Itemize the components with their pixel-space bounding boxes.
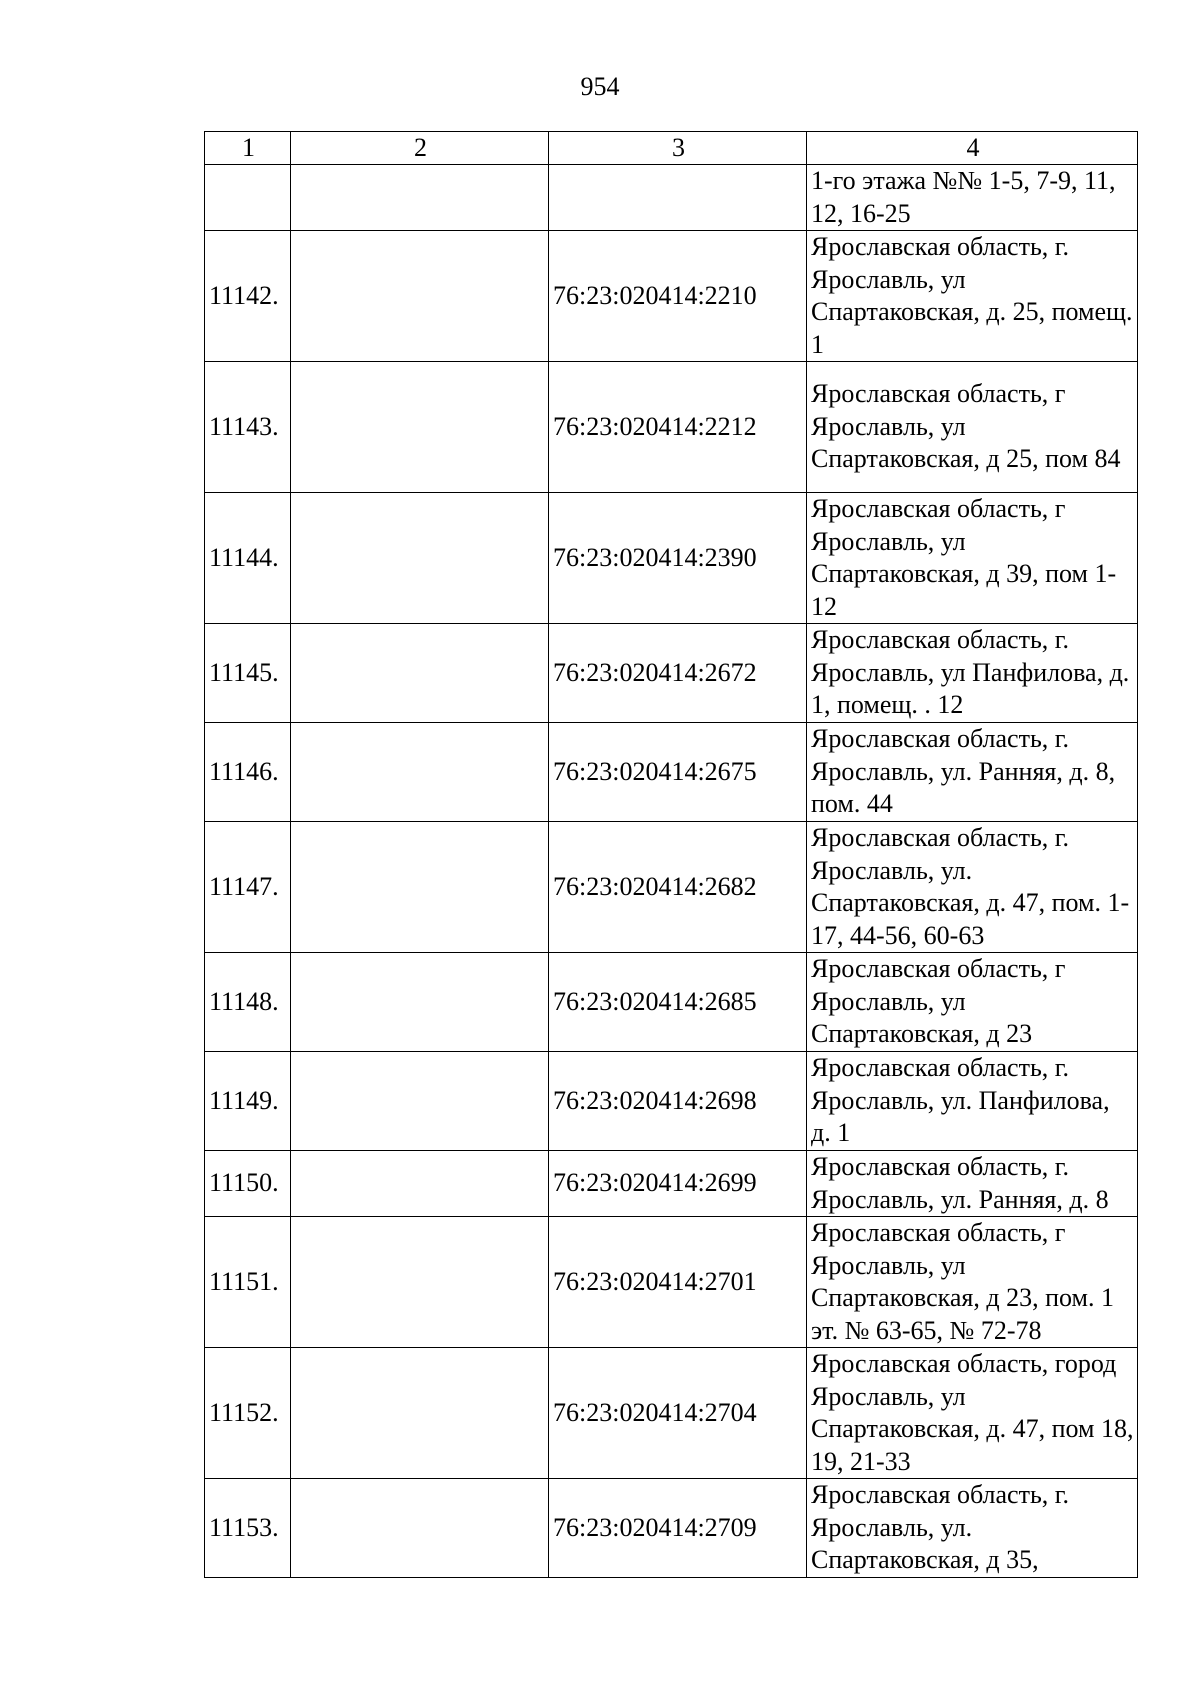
table-row — [205, 723, 1138, 822]
cadastral-number-cell: 76:23:020414:2672 — [549, 624, 807, 723]
table-row — [205, 1217, 1138, 1348]
empty-cell — [291, 1348, 549, 1479]
table-row — [205, 1151, 1138, 1217]
address-cell: 1-го этажа №№ 1-5, 7-9, 11, 12, 16-25 — [807, 165, 1138, 231]
address-cell: Ярославская область, г. Ярославль, ул. Панфилова, д. 1 — [807, 1052, 1138, 1151]
cadastral-number-cell: 76:23:020414:2698 — [549, 1052, 807, 1151]
row-number-cell — [205, 165, 291, 231]
row-number-cell: 11153. — [205, 1479, 291, 1578]
page-number: 954 — [580, 72, 620, 101]
empty-cell — [291, 231, 549, 362]
cadastral-number-cell: 76:23:020414:2701 — [549, 1217, 807, 1348]
cadastral-number-cell — [549, 165, 807, 231]
address-cell: Ярославская область, г. Ярославль, ул. Спартаковская, д 35, — [807, 1479, 1138, 1578]
empty-cell — [291, 1479, 549, 1578]
address-cell: Ярославская область, г. Ярославль, ул. Спартаковская, д. 47, пом. 1-17, 44-56, 60-63 — [807, 822, 1138, 953]
table-body — [205, 132, 1138, 1578]
empty-cell — [291, 1052, 549, 1151]
table-row — [205, 1479, 1138, 1578]
table-row — [205, 231, 1138, 362]
cadastral-number-cell: 76:23:020414:2704 — [549, 1348, 807, 1479]
row-number-cell: 11145. — [205, 624, 291, 723]
address-cell: Ярославская область, г. Ярославль, ул. Ранняя, д. 8 — [807, 1151, 1138, 1217]
address-cell: Ярославская область, г. Ярославль, ул. Ранняя, д. 8, пом. 44 — [807, 723, 1138, 822]
empty-cell — [291, 822, 549, 953]
address-cell: Ярославская область, г. Ярославль, ул Спартаковская, д. 25, помещ. 1 — [807, 231, 1138, 362]
row-number-cell: 11152. — [205, 1348, 291, 1479]
empty-cell — [291, 723, 549, 822]
cadastral-number-cell: 76:23:020414:2390 — [549, 493, 807, 624]
row-number-cell: 11142. — [205, 231, 291, 362]
cadastral-number-cell: 76:23:020414:2675 — [549, 723, 807, 822]
address-cell: Ярославская область, г Ярославль, ул Спартаковская, д 39, пом 1-12 — [807, 493, 1138, 624]
table-row — [205, 493, 1138, 624]
row-number-cell: 11149. — [205, 1052, 291, 1151]
address-cell: Ярославская область, город Ярославль, ул Спартаковская, д. 47, пом 18, 19, 21-33 — [807, 1348, 1138, 1479]
header-cell-4: 4 — [807, 132, 1138, 165]
address-cell: Ярославская область, г Ярославль, ул Спартаковская, д 23, пом. 1 эт. № 63-65, № 72-78 — [807, 1217, 1138, 1348]
empty-cell — [291, 953, 549, 1052]
empty-cell — [291, 362, 549, 493]
empty-cell — [291, 1217, 549, 1348]
address-cell: Ярославская область, г Ярославль, ул Спартаковская, д 23 — [807, 953, 1138, 1052]
header-cell-1: 1 — [205, 132, 291, 165]
table-row — [205, 822, 1138, 953]
address-cell: Ярославская область, г Ярославль, ул Спартаковская, д 25, пом 84 — [807, 362, 1138, 493]
table-row — [205, 624, 1138, 723]
empty-cell — [291, 165, 549, 231]
registry-table — [204, 131, 1138, 1578]
table-row — [205, 953, 1138, 1052]
cadastral-number-cell: 76:23:020414:2210 — [549, 231, 807, 362]
table-row — [205, 362, 1138, 493]
empty-cell — [291, 624, 549, 723]
cadastral-number-cell: 76:23:020414:2685 — [549, 953, 807, 1052]
empty-cell — [291, 1151, 549, 1217]
cadastral-number-cell: 76:23:020414:2699 — [549, 1151, 807, 1217]
table-row — [205, 1348, 1138, 1479]
table-row — [205, 1052, 1138, 1151]
header-row — [205, 132, 1138, 165]
row-number-cell: 11146. — [205, 723, 291, 822]
row-number-cell: 11151. — [205, 1217, 291, 1348]
cadastral-number-cell: 76:23:020414:2709 — [549, 1479, 807, 1578]
cadastral-number-cell: 76:23:020414:2682 — [549, 822, 807, 953]
row-number-cell: 11147. — [205, 822, 291, 953]
cadastral-number-cell: 76:23:020414:2212 — [549, 362, 807, 493]
row-number-cell: 11144. — [205, 493, 291, 624]
address-cell: Ярославская область, г. Ярославль, ул Панфилова, д. 1, помещ. . 12 — [807, 624, 1138, 723]
row-number-cell: 11143. — [205, 362, 291, 493]
empty-cell — [291, 493, 549, 624]
header-cell-3: 3 — [549, 132, 807, 165]
row-number-cell: 11148. — [205, 953, 291, 1052]
table-row — [205, 165, 1138, 231]
row-number-cell: 11150. — [205, 1151, 291, 1217]
header-cell-2: 2 — [291, 132, 549, 165]
